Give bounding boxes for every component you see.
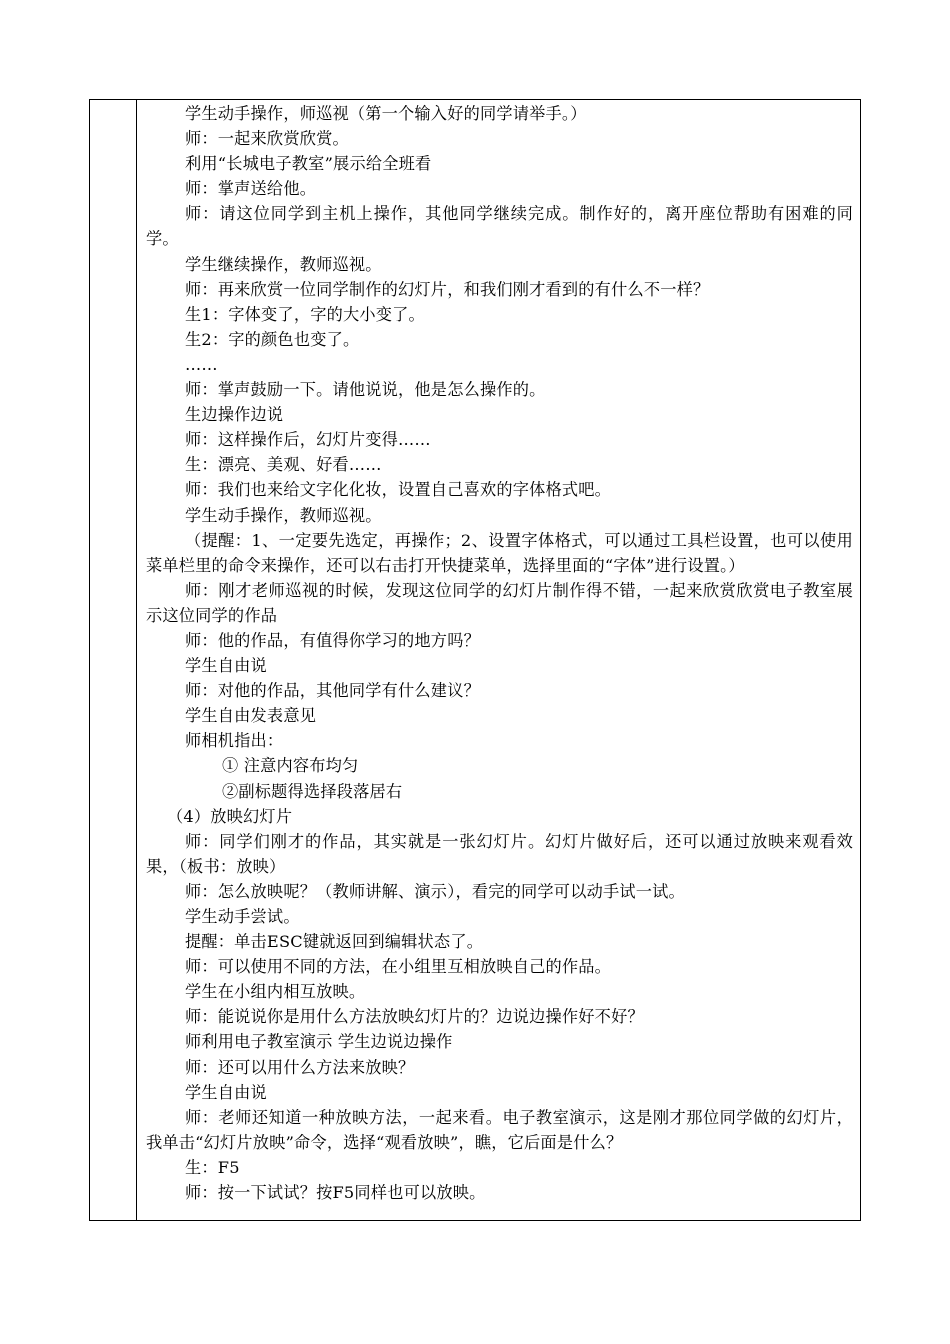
text-line: 学生动手操作，师巡视（第一个输入好的同学请举手。）	[185, 104, 587, 123]
text-line: 学生动手操作，教师巡视。	[185, 505, 382, 525]
text-line: 学生自由说	[185, 1082, 267, 1102]
text-line: 师：可以使用不同的方法，在小组里互相放映自己的作品。	[185, 957, 612, 977]
text-line: 学生动手尝试。	[185, 907, 300, 926]
text-line: 师：他的作品，有值得你学习的地方吗？	[185, 630, 480, 650]
text-line: 师：刚才老师巡视的时候，发现这位同学的幻灯片制作得不错，一起来欣赏欣赏电子教室展示这位同学的作品	[146, 580, 853, 625]
text-line: 生2：字的颜色也变了。	[185, 329, 360, 349]
text-line: 生：F5	[185, 1157, 240, 1177]
text-line: （提醒：1、一定要先选定，再操作；2、设置字体格式，可以通过工具栏设置，也可以使用菜单栏里的命令来操作，还可以右击打开快捷菜单，选择里面的“字体”进行设置。）	[146, 530, 853, 575]
table-left-column	[90, 100, 137, 1220]
text-line: 提醒：单击ESC键就返回到编辑状态了。	[185, 932, 484, 952]
text-line: ②副标题得选择段落居右	[222, 781, 403, 801]
text-line: 学生继续操作，教师巡视。	[185, 254, 382, 274]
text-line: 师：怎么放映呢？（教师讲解、演示），看完的同学可以动手试一试。	[185, 881, 685, 901]
text-line: 师：按一下试试？按F5同样也可以放映。	[185, 1183, 486, 1203]
text-line: 师：对他的作品，其他同学有什么建议？	[185, 681, 480, 701]
text-line: ① 注意内容布均匀	[222, 756, 359, 776]
text-line: 生边操作边说	[185, 405, 284, 425]
lesson-content-cell	[138, 100, 860, 1220]
text-line: 师：能说说你是用什么方法放映幻灯片的？边说边操作好不好？	[185, 1007, 644, 1027]
text-line: 师：这样操作后，幻灯片变得……	[185, 430, 431, 450]
text-line: 师：掌声送给他。	[185, 179, 317, 199]
text-line: 生：漂亮、美观、好看……	[185, 455, 382, 475]
text-line: 师：掌声鼓励一下。请他说说，他是怎么操作的。	[185, 380, 546, 400]
text-line: 学生自由说	[185, 656, 267, 676]
text-line: 学生在小组内相互放映。	[185, 982, 366, 1002]
text-line: 师：请这位同学到主机上操作，其他同学继续完成。制作好的，离开座位帮助有困难的同学。	[146, 204, 853, 249]
text-line: 师：还可以用什么方法来放映？	[185, 1057, 415, 1077]
text-line: 师：老师还知道一种放映方法，一起来看。电子教室演示，这是刚才那位同学做的幻灯片，我单击“幻灯片放映”命令，选择“观看放映”，瞧，它后面是什么？	[146, 1107, 853, 1152]
text-line: ……	[185, 354, 218, 374]
lesson-table	[89, 99, 861, 1221]
text-line: 利用“长城电子教室”展示给全班看	[185, 154, 432, 174]
text-line: 学生自由发表意见	[185, 706, 317, 726]
text-line: 师：我们也来给文字化化妆，设置自己喜欢的字体格式吧。	[185, 480, 612, 500]
text-line: 师相机指出：	[185, 731, 284, 751]
text-line: 师：同学们刚才的作品，其实就是一张幻灯片。幻灯片做好后，还可以通过放映来观看效果，（板书：放映）	[146, 831, 853, 876]
text-line: 师：一起来欣赏欣赏。	[185, 129, 349, 149]
text-line: 师利用电子教室演示 学生边说边操作	[185, 1032, 453, 1052]
text-line: （4）放映幻灯片	[167, 806, 293, 826]
text-line: 师：再来欣赏一位同学制作的幻灯片，和我们刚才看到的有什么不一样？	[185, 279, 710, 299]
text-line: 生1：字体变了，字的大小变了。	[185, 304, 425, 324]
